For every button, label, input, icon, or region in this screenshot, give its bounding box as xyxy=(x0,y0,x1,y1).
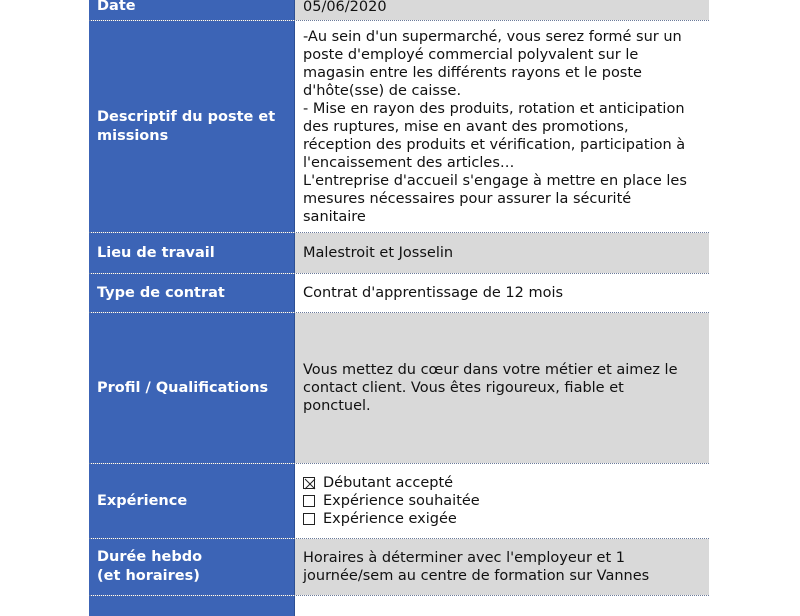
duree-line: Horaires à déterminer avec l'employeur et 1 xyxy=(303,550,625,566)
profil-line: Vous mettez du cœur dans votre métier et aimez le xyxy=(303,362,678,378)
descriptif-line: sanitaire xyxy=(303,208,366,225)
profil-label: Profil / Qualifications xyxy=(89,313,295,463)
descriptif-line: des ruptures, mise en avant des promotions, xyxy=(303,118,629,135)
duree-value xyxy=(295,539,709,595)
row-profil xyxy=(89,313,709,464)
profil-value xyxy=(295,313,709,463)
duree-label-line: (et horaires) xyxy=(97,568,200,584)
date-value: 05/06/2020 xyxy=(295,0,709,20)
row-next xyxy=(89,596,709,616)
contrat-label: Type de contrat xyxy=(89,274,295,312)
experience-label: Expérience xyxy=(89,464,295,538)
duree-label-line: Durée hebdo xyxy=(97,549,203,565)
option-debutant-accepte[interactable] xyxy=(303,474,701,492)
descriptif-value xyxy=(295,21,709,232)
option-label: Expérience souhaitée xyxy=(323,493,480,509)
unchecked-checkbox-icon[interactable] xyxy=(303,513,315,525)
row-lieu xyxy=(89,233,709,274)
option-experience-exigee[interactable] xyxy=(303,510,701,528)
descriptif-label: Descriptif du poste et missions xyxy=(89,21,295,232)
row-date xyxy=(89,0,709,21)
descriptif-line: -Au sein d'un supermarché, vous serez formé sur un xyxy=(303,28,682,45)
next-value xyxy=(295,596,709,616)
descriptif-line: L'entreprise d'accueil s'engage à mettre en place les xyxy=(303,172,687,189)
lieu-value: Malestroit et Josselin xyxy=(295,233,709,273)
option-label: Expérience exigée xyxy=(323,511,457,527)
duree-line: journée/sem au centre de formation sur Vannes xyxy=(303,568,650,584)
job-offer-table xyxy=(89,0,709,616)
duree-label xyxy=(89,539,295,595)
checked-checkbox-icon[interactable] xyxy=(303,477,315,489)
profil-line: ponctuel. xyxy=(303,398,371,414)
row-experience xyxy=(89,464,709,539)
descriptif-line: - Mise en rayon des produits, rotation et anticipation xyxy=(303,100,685,117)
descriptif-line: poste d'employé commercial polyvalent sur le xyxy=(303,46,639,63)
date-label: Date xyxy=(89,0,295,20)
row-duree xyxy=(89,539,709,596)
descriptif-line: mesures nécessaires pour assurer la sécurité xyxy=(303,190,632,207)
option-experience-souhaitee[interactable] xyxy=(303,492,701,510)
profil-line: contact client. Vous êtes rigoureux, fiable et xyxy=(303,380,624,396)
lieu-label: Lieu de travail xyxy=(89,233,295,273)
descriptif-line: réception des produits et vérification, participation à xyxy=(303,136,686,153)
contrat-value: Contrat d'apprentissage de 12 mois xyxy=(295,274,709,312)
option-label: Débutant accepté xyxy=(323,475,454,491)
descriptif-line: d'hôte(sse) de caisse. xyxy=(303,82,462,99)
descriptif-line: l'encaissement des articles… xyxy=(303,154,515,171)
unchecked-checkbox-icon[interactable] xyxy=(303,495,315,507)
next-label xyxy=(89,596,295,616)
row-contrat xyxy=(89,274,709,313)
row-descriptif xyxy=(89,21,709,233)
experience-options xyxy=(295,464,709,538)
descriptif-line: magasin entre les différents rayons et le poste xyxy=(303,64,642,81)
